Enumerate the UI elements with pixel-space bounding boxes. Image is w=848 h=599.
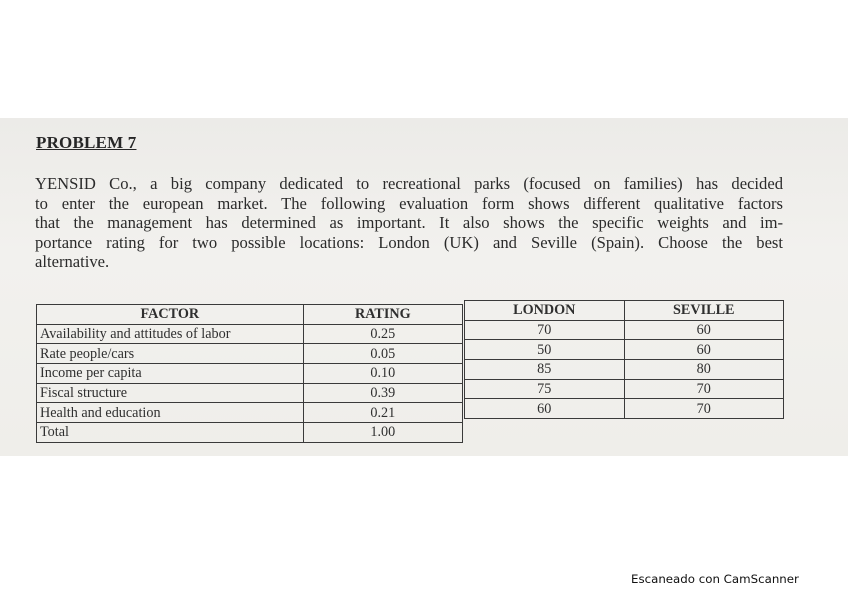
factor-cell: Fiscal structure: [37, 383, 304, 403]
header-london: LONDON: [465, 301, 625, 321]
evaluation-table-locations: [464, 300, 784, 419]
table-row: [465, 360, 784, 380]
table-row: [37, 344, 463, 364]
rating-cell: 0.39: [303, 383, 462, 403]
factor-cell: Availability and attitudes of labor: [37, 324, 304, 344]
header-rating: RATING: [303, 305, 462, 325]
table-header-row: [465, 301, 784, 321]
statement-line: portance rating for two possible locations: London (UK) and Seville (Spain). Choose the best: [35, 232, 783, 252]
rating-cell: 0.21: [303, 403, 462, 423]
seville-cell: 70: [624, 399, 783, 419]
london-cell: 75: [465, 379, 625, 399]
table-row: [37, 403, 463, 423]
rating-cell: 0.25: [303, 324, 462, 344]
seville-cell: 60: [624, 320, 783, 340]
seville-cell: 80: [624, 360, 783, 380]
seville-cell: 60: [624, 340, 783, 360]
london-cell: 60: [465, 399, 625, 419]
problem-statement: [35, 174, 783, 272]
table-row: [465, 320, 784, 340]
statement-line: that the management has determined as important. It also shows the specific weights and im-: [35, 213, 783, 233]
seville-cell: 70: [624, 379, 783, 399]
table-row: [465, 379, 784, 399]
london-cell: 85: [465, 360, 625, 380]
header-seville: SEVILLE: [624, 301, 783, 321]
table-row: [465, 399, 784, 419]
london-cell: 50: [465, 340, 625, 360]
statement-line: YENSID Co., a big company dedicated to recreational parks (focused on families) has decided: [35, 174, 783, 193]
header-factor: FACTOR: [37, 305, 304, 325]
total-label: Total: [37, 423, 304, 443]
table-row: [465, 340, 784, 360]
statement-line: alternative.: [35, 252, 110, 272]
factor-cell: Income per capita: [37, 364, 304, 384]
table-row: [37, 364, 463, 384]
london-cell: 70: [465, 320, 625, 340]
rating-cell: 0.10: [303, 364, 462, 384]
table-total-row: [37, 423, 463, 443]
statement-line: to enter the european market. The following evaluation form shows different qualitative factors: [35, 193, 783, 213]
factor-cell: Health and education: [37, 403, 304, 423]
factor-cell: Rate people/cars: [37, 344, 304, 364]
camscanner-watermark: Escaneado con CamScanner: [631, 572, 799, 586]
problem-title: PROBLEM 7: [36, 133, 137, 152]
table-row: [37, 383, 463, 403]
table-header-row: [37, 305, 463, 325]
rating-cell: 0.05: [303, 344, 462, 364]
evaluation-table-factors: [36, 304, 463, 443]
table-row: [37, 324, 463, 344]
total-rating: 1.00: [303, 423, 462, 443]
